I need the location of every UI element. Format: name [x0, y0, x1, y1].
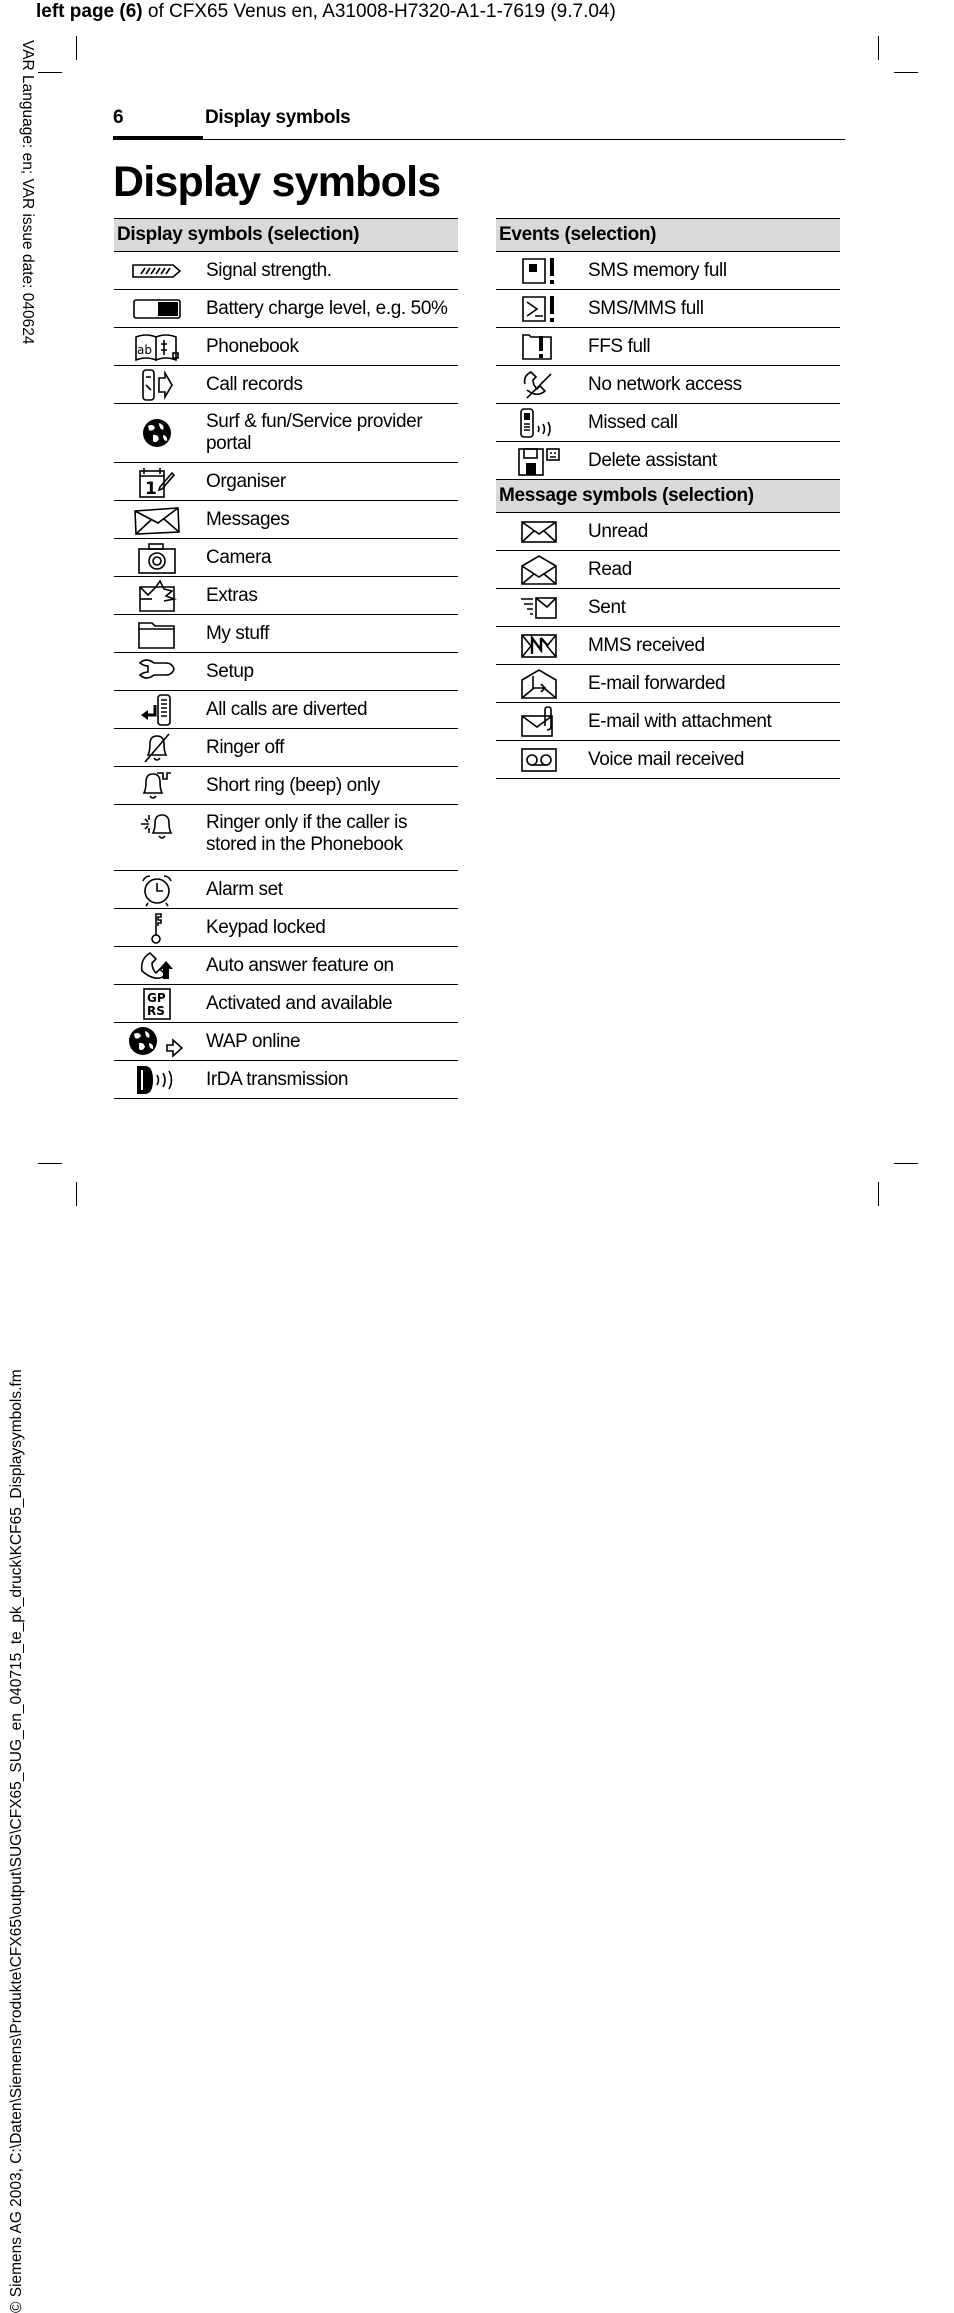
- row-label: No network access: [588, 373, 742, 395]
- table-row: [114, 404, 458, 463]
- side-info-right-text: © Siemens AG 2003, C:\Daten\Siemens\Produkte\CFX65\output\SUG\CFX65_SUG_en_040715_te_pk_druck\KCF65_Displaysymbols.fm: [8, 1369, 26, 2313]
- bell-off-icon: [114, 729, 200, 766]
- file-info-line: [36, 0, 616, 24]
- bell-caller-icon: [114, 805, 200, 870]
- table-row: [114, 947, 458, 985]
- row-label: Messages: [206, 508, 290, 530]
- table-row: [496, 328, 840, 366]
- row-label: Unread: [588, 520, 648, 542]
- table-row: [496, 290, 840, 328]
- row-label: IrDA transmission: [206, 1068, 349, 1090]
- missed-call-icon: [496, 404, 582, 441]
- crop-mark: [878, 36, 879, 60]
- phonebook-icon-text: ab: [137, 342, 152, 357]
- events-table: [496, 218, 840, 779]
- irda-icon: [114, 1061, 200, 1098]
- crop-mark: [38, 72, 62, 73]
- sent-icon: [496, 589, 582, 626]
- row-label: Camera: [206, 546, 272, 568]
- table-row: [496, 252, 840, 290]
- row-label: Auto answer feature on: [206, 954, 394, 976]
- row-label: FFS full: [588, 335, 651, 357]
- row-label: Surf & fun/Service provider portal: [206, 411, 423, 454]
- row-label: SMS memory full: [588, 259, 727, 281]
- no-network-icon: [496, 366, 582, 403]
- file-info-bold: left page (6): [36, 1, 143, 22]
- side-info-left: [14, 40, 38, 400]
- row-label: All calls are diverted: [206, 698, 368, 720]
- row-label: Missed call: [588, 411, 678, 433]
- row-label: Short ring (beep) only: [206, 774, 380, 796]
- crop-mark: [894, 72, 918, 73]
- table-row: [114, 615, 458, 653]
- email-forwarded-icon: [496, 665, 582, 702]
- table-row: [496, 366, 840, 404]
- table-row: [114, 985, 458, 1023]
- row-label: Activated and available: [206, 992, 393, 1014]
- voicemail-icon: [496, 741, 582, 778]
- table-row: [114, 577, 458, 615]
- table-row: [114, 366, 458, 404]
- row-label: Keypad locked: [206, 916, 326, 938]
- row-label: Phonebook: [206, 335, 299, 357]
- row-label: Ringer off: [206, 736, 285, 758]
- table-row: [114, 729, 458, 767]
- battery-icon: [114, 290, 200, 327]
- row-label: Battery charge level, e.g. 50%: [206, 297, 448, 319]
- row-label: E-mail with attachment: [588, 710, 772, 732]
- row-label: Ringer only if the caller is stored in the Phonebook: [206, 812, 408, 855]
- table-heading: Message symbols (selection): [496, 480, 840, 513]
- email-attachment-icon: [496, 703, 582, 740]
- crop-mark: [76, 36, 77, 60]
- file-info-rest: of CFX65 Venus en, A31008-H7320-A1-1-7619 (9.7.04): [142, 1, 616, 22]
- gprs-icon-line2: RS: [147, 1003, 165, 1018]
- table-row: [496, 513, 840, 551]
- table-row: [114, 463, 458, 501]
- table-row: [114, 805, 458, 871]
- row-label: Read: [588, 558, 632, 580]
- row-label: Signal strength.: [206, 259, 332, 281]
- display-symbols-table: [114, 218, 458, 1099]
- table-row: [496, 589, 840, 627]
- table-row: [496, 665, 840, 703]
- bell-beep-icon: [114, 767, 200, 804]
- row-label: Voice mail received: [588, 748, 745, 770]
- organiser-icon: [114, 463, 200, 500]
- phonebook-icon: [114, 328, 200, 365]
- row-label: E-mail forwarded: [588, 672, 726, 694]
- side-info-left-text: VAR Language: en; VAR issue date: 040624: [19, 40, 36, 345]
- globe-icon: [114, 404, 200, 462]
- table-row: [114, 691, 458, 729]
- table-row: [114, 909, 458, 947]
- table-row: [114, 539, 458, 577]
- row-label: MMS received: [588, 634, 705, 656]
- table-row: [114, 252, 458, 290]
- table-heading: Display symbols (selection): [114, 218, 458, 252]
- camera-icon: [114, 539, 200, 576]
- table-row: [114, 767, 458, 805]
- ffs-full-icon: [496, 328, 582, 365]
- envelope-icon: [114, 501, 200, 538]
- table-row: [496, 442, 840, 480]
- divert-icon: [114, 691, 200, 728]
- table-row: [496, 551, 840, 589]
- organiser-icon-text: 1: [145, 478, 157, 499]
- row-label: Extras: [206, 584, 258, 606]
- auto-answer-icon: [114, 947, 200, 984]
- row-label: Call records: [206, 373, 303, 395]
- folder-icon: [114, 615, 200, 652]
- mms-received-icon: [496, 627, 582, 664]
- key-icon: [114, 909, 200, 946]
- row-label: Organiser: [206, 470, 286, 492]
- row-label: Sent: [588, 596, 626, 618]
- read-icon: [496, 551, 582, 588]
- crop-mark: [38, 1163, 62, 1164]
- row-label: Alarm set: [206, 878, 283, 900]
- row-label: Setup: [206, 660, 254, 682]
- row-label: SMS/MMS full: [588, 297, 704, 319]
- table-row: [114, 1023, 458, 1061]
- gprs-icon: [114, 985, 200, 1022]
- crop-mark: [76, 1182, 77, 1206]
- gprs-icon-line1: GP: [147, 990, 166, 1005]
- table-row: [496, 703, 840, 741]
- running-header: Display symbols: [205, 107, 351, 128]
- unread-icon: [496, 513, 582, 550]
- crop-mark: [894, 1163, 918, 1164]
- alarm-icon: [114, 871, 200, 908]
- page-title: Display symbols: [113, 158, 441, 206]
- header-rule: [113, 139, 845, 140]
- wap-online-icon: [114, 1023, 200, 1060]
- row-label: Delete assistant: [588, 449, 717, 471]
- table-row: [114, 328, 458, 366]
- sms-memory-full-icon: [496, 252, 582, 289]
- row-label: WAP online: [206, 1030, 301, 1052]
- table-row: [114, 501, 458, 539]
- table-row: [496, 741, 840, 779]
- signal-strength-icon: [114, 252, 200, 289]
- row-label: My stuff: [206, 622, 269, 644]
- table-row: [114, 1061, 458, 1099]
- sms-mms-full-icon: [496, 290, 582, 327]
- table-row: [114, 653, 458, 691]
- delete-assistant-icon: [496, 442, 582, 479]
- page-number: 6: [113, 107, 124, 128]
- call-records-icon: [114, 366, 200, 403]
- table-row: [114, 290, 458, 328]
- table-row: [496, 404, 840, 442]
- extras-icon: [114, 577, 200, 614]
- table-row: [114, 871, 458, 909]
- crop-mark: [878, 1182, 879, 1206]
- wrench-icon: [114, 653, 200, 690]
- table-row: [496, 627, 840, 665]
- table-heading: Events (selection): [496, 218, 840, 252]
